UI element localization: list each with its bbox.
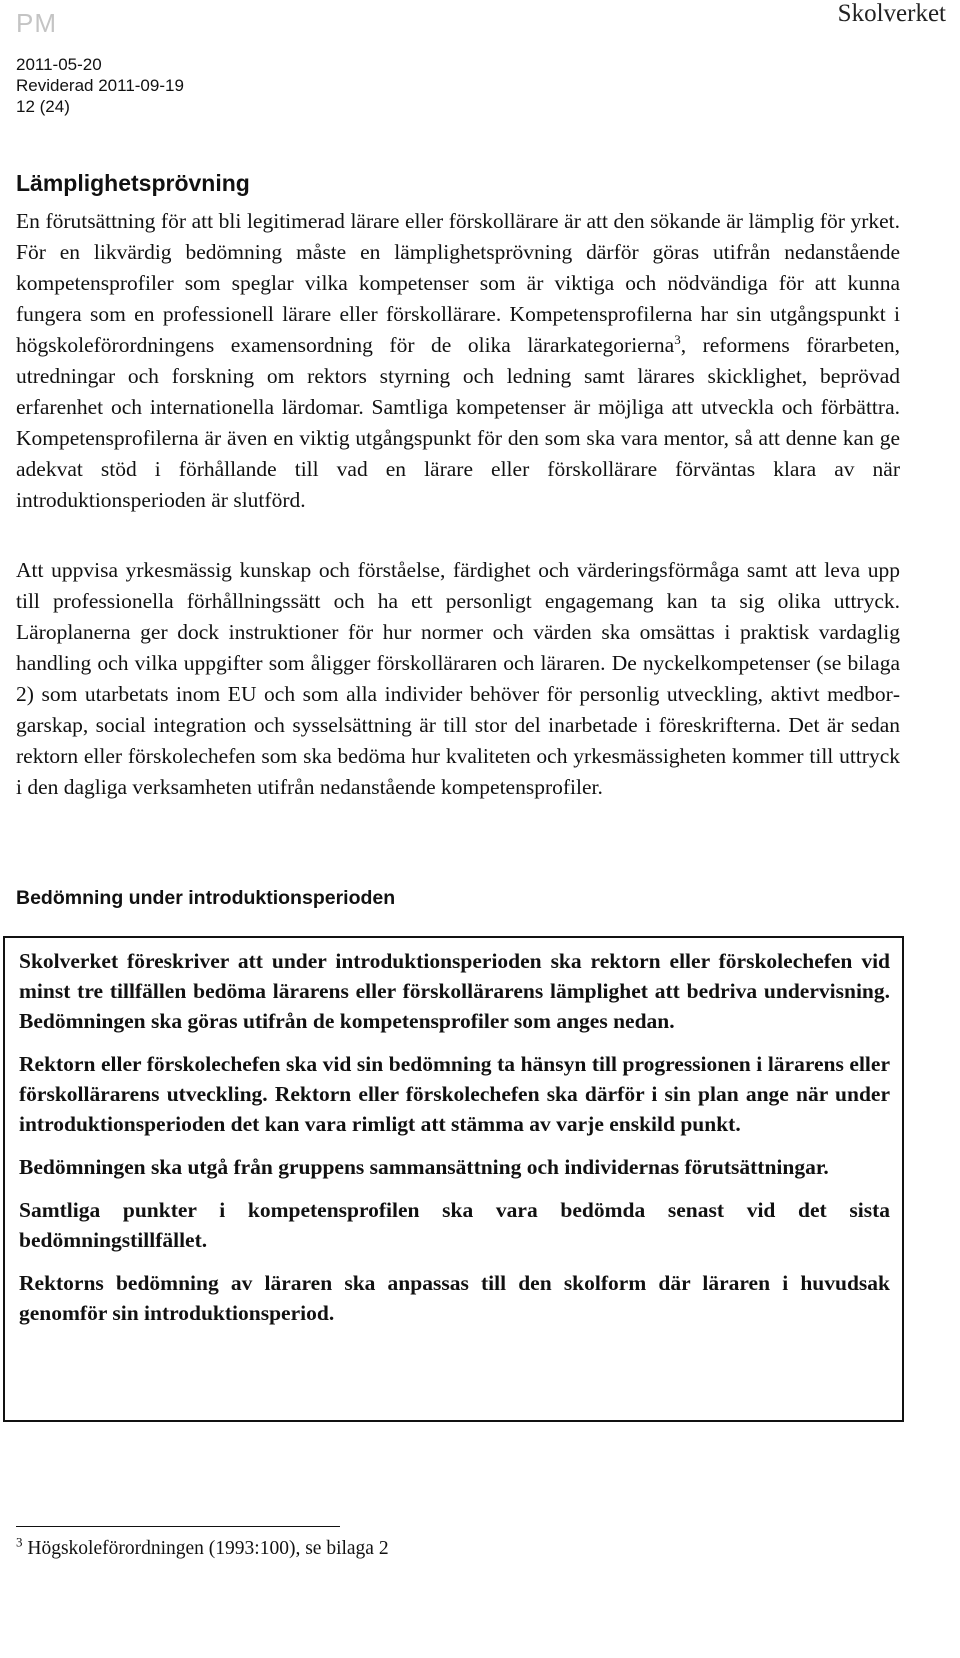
regulation-box xyxy=(3,936,904,1422)
footnote-reference[interactable]: 3 xyxy=(674,331,681,347)
regulation-paragraph-2: Rektorn eller förskolechefen ska vid sin bedömning ta hänsyn till progressionen i lärarens eller förskollärarens utveckling. Rektorn eller förskolechefen ska därför i sin plan ange när under introduktionsperioden det kan vara rimligt att stämma av varje enskild punkt. xyxy=(19,1052,890,1136)
footnote-mark: 3 xyxy=(16,1534,23,1550)
section-heading: Lämplighetsprövning xyxy=(16,170,250,196)
organization-name: Skolverket xyxy=(837,0,946,27)
document-type-label: PM xyxy=(16,8,57,38)
regulation-paragraph-5: Rektorns bedömning av läraren ska anpassas till den skolform där läraren i huvudsak genomför sin introduktionsperiod. xyxy=(19,1271,890,1325)
paragraph-1-part-b: , reformens förarbeten, utredningar och forskning om rektors styrning och ledning samt lärares skicklighet, beprövad erfarenhet och internationella lärdomar. Samtliga kompetenser är möjliga att utveckla och förbättra. Kompetensprofilerna är även en viktig utgångspunkt för den som ska vara mentor, så att denne kan ge adekvat stöd i förhållande till vad en lärare eller förskollärare förväntas klara av när introduktionsperioden är slutförd. xyxy=(16,333,900,512)
body-paragraph-2: Att uppvisa yrkesmässig kunskap och förståelse, färdighet och värderingsförmåga samt att leva upp till professionella förhållningssätt och ha ett personligt engagemang kan ta sig olika uttryck. Läroplanerna ger dock instruktioner för hur normer och värden ska omsättas i praktisk vardaglig handling och vilka uppgifter som åligger förskolläraren och läraren. De nyckelkompetenser (se bilaga 2) som utarbetats inom EU och som alla individer behöver för personlig utveckling, aktivt medborgarskap, social integration och sysselsättning är till stor del inarbetade i föreskrifterna. Det är sedan rektorn eller förskolechefen som ska bedöma hur kvaliteten och yrkesmässigheten kommer till uttryck i den dagliga verksamheten utifrån nedanstående kompetensprofiler. xyxy=(16,558,900,799)
footnote xyxy=(16,1534,389,1560)
regulation-paragraph-3: Bedömningen ska utgå från gruppens sammansättning och individernas förutsättningar. xyxy=(19,1155,829,1179)
header-metadata xyxy=(16,54,184,117)
page-number: 12 (24) xyxy=(16,97,70,116)
body-paragraph-1 xyxy=(16,206,900,516)
footnote-text: Högskoleförordningen (1993:100), se bilaga 2 xyxy=(22,1538,389,1559)
regulation-paragraph-1: Skolverket föreskriver att under introduktionsperioden ska rektorn eller förskolechefen vid minst tre tillfällen bedöma lärarens eller förskollärarens lämplighet att bedriva undervisning. Bedömningen ska göras utifrån de kompetensprofiler som anges nedan. xyxy=(19,949,890,1033)
revision-date: Reviderad 2011-09-19 xyxy=(16,76,184,95)
subsection-heading: Bedömning under introduktionsperioden xyxy=(16,887,396,909)
regulation-paragraph-4: Samtliga punkter i kompetensprofilen ska vara bedömda senast vid det sista bedömningstillfället. xyxy=(19,1198,890,1252)
paragraph-1-part-a: En förutsättning för att bli legitimerad lärare eller förskollärare är att den sökande är lämplig för yrket. För en likvärdig bedömning måste en lämplighetsprövning därför göras utifrån nedanstående kompetensprofiler som speglar vilka kompetenser som är viktiga och nödvändiga för att kunna fungera som en professionell lärare eller förskollärare. Kompetensprofilerna har sin utgångspunkt i högskoleförordningens examensordning för de olika lärarkategorierna xyxy=(16,209,900,357)
document-date: 2011-05-20 xyxy=(16,55,102,74)
footnote-divider xyxy=(16,1526,340,1527)
